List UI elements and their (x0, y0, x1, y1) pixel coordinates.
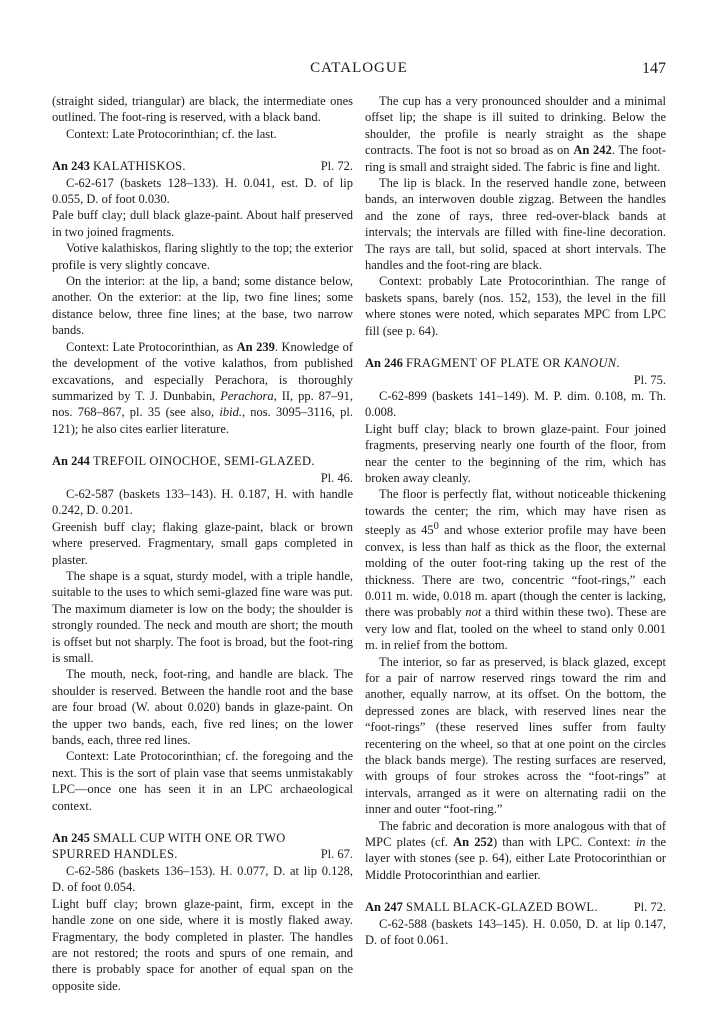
fabric-description: Greenish buff clay; flaking glaze-paint, black or brown where preserved. Fragmentary, small gaps completed in plaster. (52, 519, 353, 567)
entry-title: SMALL BLACK-GLAZED BOWL. (405, 900, 598, 915)
entry-heading-an246: An 246 FRAGMENT OF PLATE OR KANOUN. Pl. 75. (365, 356, 666, 387)
cross-reference: An 242 (573, 143, 612, 158)
shape-description: Votive kalathiskos, flaring slightly to the top; the exterior profile is very slightly concave. (52, 241, 353, 272)
decoration-description: On the interior: at the lip, a band; some distance below, another. On the exterior: at the lip, two fine lines; some distance below, three fine lines; at the base, two narrow bands. (52, 274, 353, 338)
catalog-data: C-62-587 (baskets 133–143). H. 0.187, H. with handle 0.242, D. 0.201. (52, 486, 353, 518)
plate-ref: Pl. 72. (320, 159, 353, 174)
context-paragraph: Context: Late Protocorinthian; cf. the foregoing and the next. This is the sort of plain vase that seems unmistakably LPC—once one has seen it in an LPC archaeological context. (52, 749, 353, 813)
decoration-description: The lip is black. In the reserved handle zone, between bands, an interwoven double zigzag. Between the handles and the zone of rays, three red-over-black bands at intervals; the intervals are filled with fine-line decoration. The rays are tall, but solid, spaced at short intervals. The handles and the foot-ring are black. (365, 176, 666, 273)
entry-title: TREFOIL OINOCHOE, SEMI-GLAZED. (92, 454, 315, 469)
fabric-description: Light buff clay; black to brown glaze-paint. Four joined fragments, preserving nearly one fourth of the floor, from near the center to the beginning of the rim, which has broken away cleanly. (365, 421, 666, 485)
entry-number: An 245 (52, 831, 90, 846)
entry-title: SMALL CUP WITH ONE OR TWO (92, 831, 286, 846)
entry-heading-an247 (365, 899, 666, 915)
catalog-data: C-62-617 (baskets 128–133). H. 0.041, est. D. of lip 0.055, D. of foot 0.030. (52, 175, 353, 207)
plate-ref: Pl. 67. (320, 847, 353, 862)
context-paragraph: Context: Late Protocorinthian, as An 239. Knowledge of the development of the votive kalathos, from published excavations, and especially Perachora, is thoroughly summarized by T. J. Dunbabin, Perachora, II, pp. 87–91, nos. 768–867, pl. 35 (see also, ibid., nos. 3095–3116, pl. 121); he also cites earlier literature. (52, 339, 353, 436)
entry-title-italic: KANOUN (563, 356, 617, 371)
entry-number: An 246 (365, 356, 403, 371)
page-number: 147 (642, 60, 666, 77)
running-head: CATALOGUE (310, 60, 408, 76)
page-header (52, 60, 666, 80)
continued-paragraph: (straight sided, triangular) are black, the intermediate ones outlined. The foot-ring is reserved, with a black band. (52, 94, 353, 125)
shape-description: The cup has a very pronounced shoulder and a minimal offset lip; the shape is ill suited to drinking. Below the shoulder, the profile is nearly straight as the shape contracts. The foot is not so broad as on An 242. The foot-ring is small and straight sided. The fabric is fine and light. (365, 94, 666, 174)
fabric-description: Light buff clay; brown glaze-paint, firm, except in the handle zone on one side, where it is mostly flaked away. Fragmentary, the body completed in plaster. The handles are not restored; the roots and spurs of one remain, and there is probably space for another of equal span on the opposite side. (52, 896, 353, 993)
entry-title: KALATHISKOS. (92, 159, 186, 174)
entry-number: An 243 (52, 159, 90, 174)
entry-heading-an244 (52, 453, 353, 486)
context-paragraph: Context: probably Late Protocorinthian. The range of baskets spans, barely (nos. 152, 153), the level in the fill where stones were noted, which separates MPC from LPC fill (see p. 64). (365, 274, 666, 338)
shape-description: The shape is a squat, sturdy model, with a triple handle, suitable to the uses to which semi-glazed fine ware was put. The maximum diameter is low on the body; the shoulder is strongly rounded. The neck and mouth are short; the mouth is offset but not sharply. The foot is broad, but the foot-ring is small. (52, 568, 353, 665)
cross-reference: An 252 (453, 835, 493, 850)
right-column (365, 93, 666, 948)
entry-number: An 247 (365, 900, 403, 915)
entry-title-continued: SPURRED HANDLES. (52, 847, 178, 862)
fabric-description: Pale buff clay; dull black glaze-paint. About half preserved in two joined fragments. (52, 208, 353, 239)
left-column (52, 93, 353, 994)
entry-number: An 244 (52, 454, 90, 469)
plate-ref: Pl. 72. (633, 900, 666, 915)
shape-description: The floor is perfectly flat, without noticeable thickening towards the center; the rim, which may have risen as steeply as $45^0$ and whose exterior profile may have been convex, is less than half as thick as the floor, the external molding of the outer foot-ring taking up the rest of the thickness. There are two, concentric “foot-rings,” each 0.011 m. wide, 0.018 m. apart (though the center is lacking, there was probably not a third within these two). These are very low and flat, tooled on the wheel to stand only 0.001 m. in relief from the bottom. (365, 487, 667, 653)
plate-ref: Pl. 46. (320, 470, 353, 485)
decoration-description: The mouth, neck, foot-ring, and handle are black. The shoulder is reserved. Between the handle root and the base are four broad (W. about 0.020) bands in glaze-paint. On the upper two bands, each, five red lines; on the lower bands, each, three red lines. (52, 667, 353, 748)
work-title: Perachora (220, 388, 274, 403)
cross-reference: An 239 (236, 339, 275, 354)
entry-heading-an243 (52, 158, 353, 174)
decoration-description: The interior, so far as preserved, is black glazed, except for a pair of narrow reserved rings toward the rim and another, equally narrow, at its offset. On the bottom, the depressed zones are black, with reserved lines near the “foot-rings” (these reserved lines suffer from faulty recentering on the wheel, so that at one point on the circles the black bands merge). The resting surfaces are reserved, with groups of four strokes across the “foot-rings” at intervals, arranged as it were on alternating radii on the inner and outer “foot-ring.” (365, 654, 666, 817)
catalog-data: C-62-588 (baskets 143–145). H. 0.050, D. at lip 0.147, D. of foot 0.061. (365, 916, 666, 948)
catalog-data: C-62-586 (baskets 136–153). H. 0.077, D. at lip 0.128, D. of foot 0.054. (52, 863, 353, 895)
entry-title: FRAGMENT OF PLATE OR (405, 356, 561, 371)
context-paragraph: The fabric and decoration is more analogous with that of MPC plates (cf. An 252) than with LPC. Context: in the layer with stones (see p. 64), either Late Protocorinthian or Middle Protocorinthian and earlier. (365, 818, 667, 882)
plate-ref: Pl. 75. (633, 372, 666, 387)
entry-heading-an245 (52, 830, 353, 863)
context-paragraph: Context: Late Protocorinthian; cf. the last. (66, 126, 277, 141)
catalog-data: C-62-899 (baskets 141–149). M. P. dim. 0.108, m. Th. 0.008. (365, 388, 666, 420)
